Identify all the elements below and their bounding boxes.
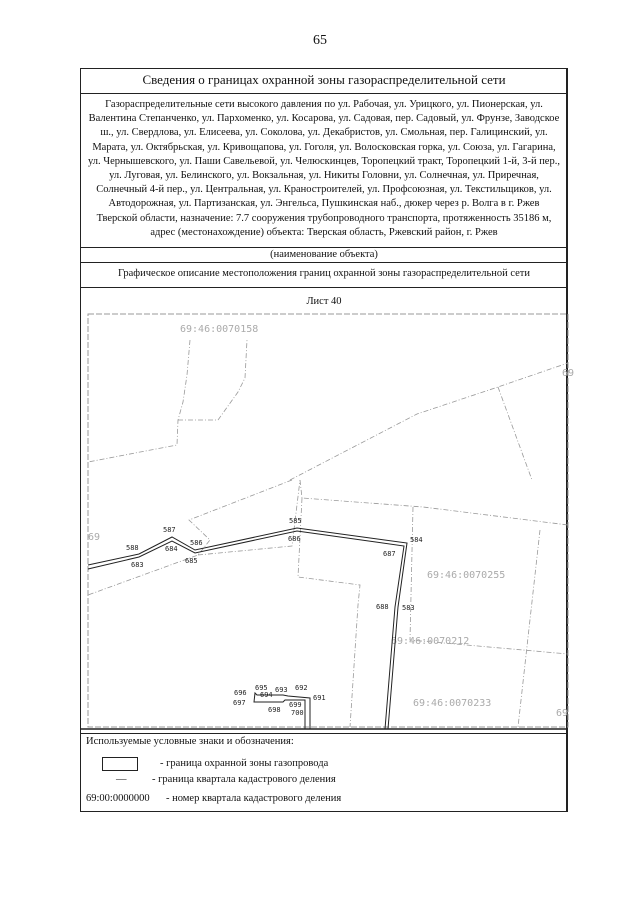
cadastral-label: 69 <box>562 368 575 379</box>
point-label: 691 <box>313 694 326 702</box>
zone-boundary-symbol <box>102 757 138 771</box>
cadastral-label: 69:46:0070233 <box>413 698 492 709</box>
point-label: 687 <box>383 550 396 558</box>
object-description: Газораспределительные сети высокого давления по ул. Рабочая, ул. Урицкого, ул. Пионерская, ул. Валентина Степанченко, ул. Пархоменко, ул. Косарова, ул. Садовая, пер. Садовый, ул. Фрунзе, Заводское ш., ул. Свердлова, ул. Елисеева, ул. Соколова, ул. Декабристов, ул. Смольная, пер. Галицинский, ул. Марата, ул. Октябрьская, ул. Кривощапова, ул. Гоголя, ул. Волосковская горка, ул. Союза, ул. Гагарина, ул. Чернышевского, ул. Паши Савельевой, ул. Челюскинцев, Торопецкий тракт, Торопецкий 1-й, 3-й пер., ул. Луговая, ул. Белинского, ул. Вокзальная, ул. Никиты Головни, ул. Солнечная, ул. Приречная, Солнечный 4-й пер., ул. Центральная, ул. Краностроителей, ул. Профсоюзная, ул. Текстильщиков, ул. Автодорожная, ул. Партизанская, ул. Энгельса, Пушкинская наб., дюкер через р. Волга в г. Ржев Тверской области, назначение: 7.7 сооружения трубопроводного транспорта, протяженность 35186 м, адрес (местонахождение) объекта: Тверская область, Ржевский район, г. Ржев <box>88 99 560 238</box>
point-label: 587 <box>163 526 176 534</box>
point-label: 585 <box>289 517 302 525</box>
point-label: 694 <box>260 691 273 699</box>
legend-heading: Используемые условные знаки и обозначения: <box>86 736 294 747</box>
point-label: 584 <box>410 536 423 544</box>
map-frame <box>88 314 568 727</box>
point-label: 695 <box>255 684 268 692</box>
legend-quarter-number: - номер квартала кадастрового деления <box>166 793 342 804</box>
point-label: 583 <box>402 604 415 612</box>
page-number: 65 <box>313 33 327 48</box>
point-label: 683 <box>131 561 144 569</box>
legend-zone-boundary: - граница охранной зоны газопровода <box>160 758 329 769</box>
cadastral-boundaries <box>88 340 568 727</box>
legend <box>80 733 568 812</box>
point-label: 696 <box>234 689 247 697</box>
point-label: 697 <box>233 699 246 707</box>
cadastral-label: 69:46:0070255 <box>427 570 506 581</box>
cadastral-label: 69 <box>556 708 569 719</box>
point-label: 686 <box>288 535 301 543</box>
point-label: 688 <box>376 603 389 611</box>
cadastral-label: 69:46:0070212 <box>391 636 470 647</box>
quarter-boundary-symbol: — <box>116 774 127 785</box>
point-label: 685 <box>185 557 198 565</box>
point-labels <box>126 517 423 717</box>
legend-quarter-boundary: - граница квартала кадастрового деления <box>152 774 336 785</box>
point-label: 684 <box>165 545 178 553</box>
cadastral-label: 69 <box>88 532 101 543</box>
point-label: 588 <box>126 544 139 552</box>
quarter-number-sample: 69:00:0000000 <box>86 793 150 804</box>
protection-zone-boundary <box>88 528 407 729</box>
cadastral-labels <box>88 324 574 719</box>
object-name-caption: (наименование объекта) <box>270 249 378 260</box>
point-label: 699 <box>289 701 302 709</box>
section-title: Сведения о границах охранной зоны газораспределительной сети <box>142 72 506 87</box>
point-label: 692 <box>295 684 308 692</box>
cadastral-label: 69:46:0070158 <box>180 324 259 335</box>
point-label: 693 <box>275 686 288 694</box>
sheet-label: Лист 40 <box>306 296 342 307</box>
point-label: 586 <box>190 539 203 547</box>
point-label: 698 <box>268 706 281 714</box>
graphic-title: Графическое описание местоположения границ охранной зоны газораспределительной сети <box>117 268 531 279</box>
point-label: 700 <box>291 709 304 717</box>
